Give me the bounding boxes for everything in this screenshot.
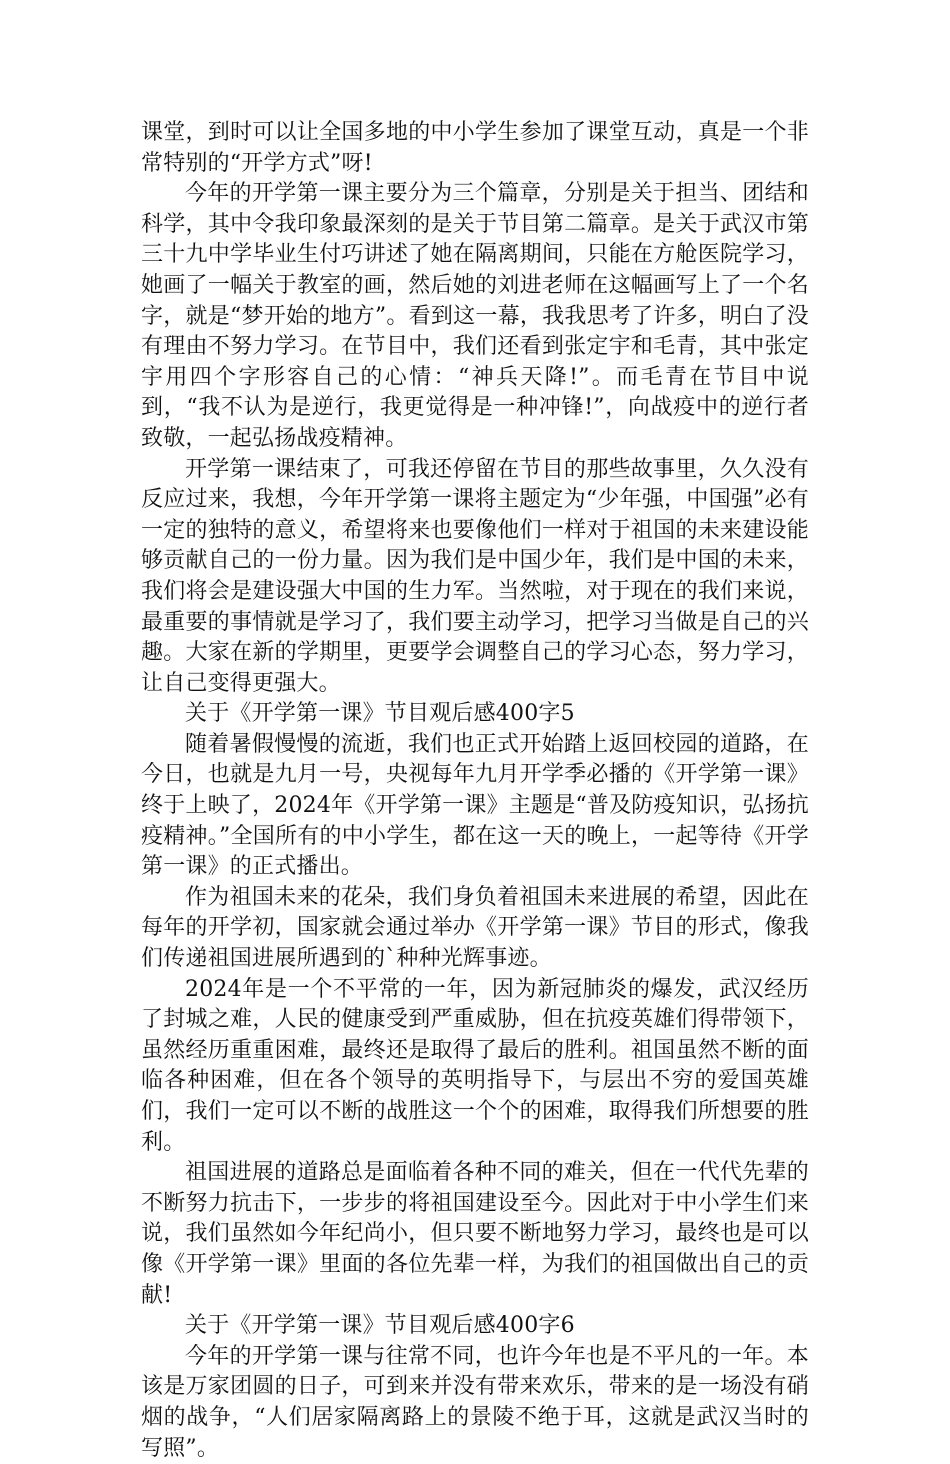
paragraph-5: 作为祖国未来的花朵，我们身负着祖国未来进展的希望，因此在每年的开学初，国家就会通过举办《开学第一课》节目的形式，像我们传递祖国进展所遇到的`种种光辉事迹。 (141, 884, 809, 972)
section-heading-5: 关于《开学第一课》节目观后感400字5 (185, 701, 575, 727)
paragraph-7: 祖国进展的道路总是面临着各种不同的难关，但在一代代先辈的不断努力抗击下，一步步的将祖国建设至今。因此对于中小学生们来说，我们虽然如今年纪尚小，但只要不断地努力学习，最终也是可以像《开学第一课》里面的各位先辈一样，为我们的祖国做出自己的贡献! (141, 1160, 809, 1308)
paragraph-6: 2024年是一个不平常的一年，因为新冠肺炎的爆发，武汉经历了封城之难，人民的健康受到严重威胁，但在抗疫英雄们得带领下，虽然经历重重困难，最终还是取得了最后的胜利。祖国虽然不断的面临各种困难，但在各个领导的英明指导下，与层出不穷的爱国英雄们，我们一定可以不断的战胜这一个个的困难，取得我们所想要的胜利。 (141, 976, 809, 1155)
paragraph-8: 今年的开学第一课与往常不同，也许今年也是不平凡的一年。本该是万家团圆的日子，可到来并没有带来欢乐，带来的是一场没有硝烟的战争，“人们居家隔离路上的景陵不绝于耳，这就是武汉当时的写照”。 (141, 1343, 809, 1461)
paragraph-2: 今年的开学第一课主要分为三个篇章，分别是关于担当、团结和科学，其中令我印象最深刻的是关于节目第二篇章。是关于武汉市第三十九中学毕业生付巧讲述了她在隔离期间，只能在方舱医院学习，她画了一幅关于教室的画，然后她的刘进老师在这幅画写上了一个名字，就是“梦开始的地方”。看到这一幕，我我思考了许多，明白了没有理由不努力学习。在节目中，我们还看到张定宇和毛青，其中张定宇用四个字形容自己的心情：“神兵天降!”。而毛青在节目中说到，“我不认为是逆行，我更觉得是一种冲锋!”，向战疫中的逆行者致敬，一起弘扬战疫精神。 (141, 181, 809, 451)
section-heading-6: 关于《开学第一课》节目观后感400字6 (185, 1313, 575, 1339)
paragraph-4: 随着暑假慢慢的流逝，我们也正式开始踏上返回校园的道路，在今日，也就是九月一号，央视每年九月开学季必播的《开学第一课》终于上映了，2024年《开学第一课》主题是“普及防疫知识，弘扬抗疫精神。”全国所有的中小学生，都在这一天的晚上，一起等待《开学第一课》的正式播出。 (141, 731, 809, 880)
paragraph-1: 课堂，到时可以让全国多地的中小学生参加了课堂互动，真是一个非常特别的“开学方式”呀! (141, 120, 809, 176)
document-body (141, 118, 809, 1464)
paragraph-3: 开学第一课结束了，可我还停留在节目的那些故事里，久久没有反应过来，我想，今年开学第一课将主题定为“少年强，中国强”必有一定的独特的意义，希望将来也要像他们一样对于祖国的未来建设能够贡献自己的一份力量。因为我们是中国少年，我们是中国的未来，我们将会是建设强大中国的生力军。当然啦，对于现在的我们来说，最重要的事情就是学习了，我们要主动学习，把学习当做是自己的兴趣。大家在新的学期里，更要学会调整自己的学习心态，努力学习，让自己变得更强大。 (141, 456, 809, 696)
